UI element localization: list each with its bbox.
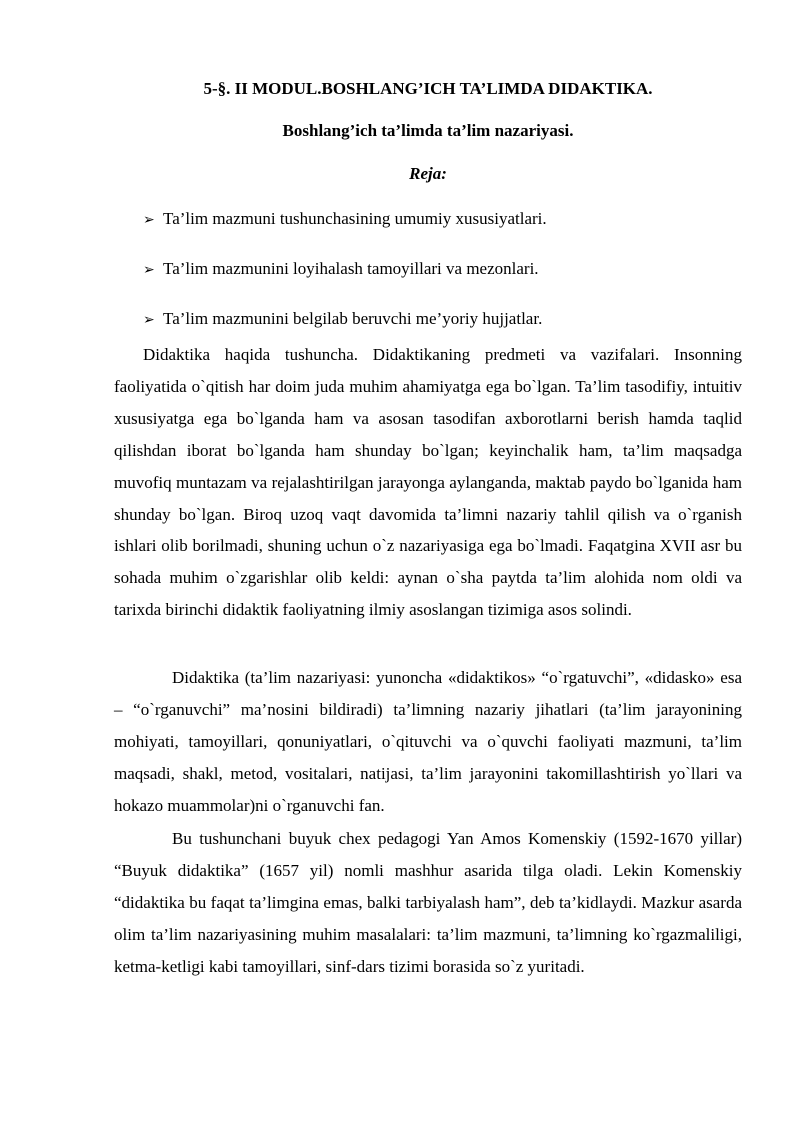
section-heading: 5-§. II MODUL.BOSHLANG’ICH TA’LIMDA DIDAKTIKA. [203,79,653,98]
plan-item-text: Ta’lim mazmuni tushunchasining umumiy xususiyatlari. [163,209,547,228]
plan-item-text: Ta’lim mazmunini loyihalash tamoyillari va mezonlari. [163,259,539,278]
arrow-bullet-icon: ➢ [143,312,155,328]
body-paragraph: Didaktika haqida tushuncha. Didaktikaning predmeti va vazifalari. Insonning faoliyatida o`qitish har doim juda muhim ahamiyatga ega bo`lgan. Ta’lim tasodifiy, intuitiv xususiyatga ega bo`lganda ham va asosan tasodifan axborotlarni berish hamda taqlid qilishdan iborat bo`lganda ham shunday bo`lgan; keyinchalik ham, ta’lim maqsadga muvofiq muntazam va rejalashtirilgan jarayonga aylanganda, maktab paydo bo`lganida ham shunday bo`lgan. Biroq uzoq vaqt davomida ta’limni nazariy tahlil qilish va o`rganish ishlari olib borilmadi, shuning uchun o`z nazariyasiga ega bo`lmadi. Faqatgina XVII asr bu sohada muhim o`zgarishlar olib keldi: aynan o`sha paytda ta’lim alohida nom oldi va tarixda birinchi didaktik faoliyatning ilmiy asoslangan tizimiga asos solindi. [114,345,742,620]
plan-item-text: Ta’lim mazmunini belgilab beruvchi me’yoriy hujjatlar. [163,309,543,328]
arrow-bullet-icon: ➢ [143,212,155,228]
body-paragraph: Didaktika (ta’lim nazariyasi: yunoncha «didaktikos» “o`rgatuvchi”, «didasko» esa – “o`rganuvchi” ma’nosini bildiradi) ta’limning nazariy jihatlari (ta’lim jarayonining mohiyati, tamoyillari, qonuniyatlari, o`qituvchi va o`quvchi faoliyati mazmuni, ta’lim maqsadi, shakl, metod, vositalari, natijasi, ta’lim jarayonini takomillashtirish yo`llari va hokazo muammolar)ni o`rganuvchi fan. [114,668,742,815]
section-subheading: Boshlang’ich ta’limda ta’lim nazariyasi. [282,121,574,140]
plan-item [143,259,539,280]
plan-label: Reja: [409,164,447,183]
arrow-bullet-icon: ➢ [143,262,155,278]
plan-item [143,309,542,330]
body-paragraph: Bu tushunchani buyuk chex pedagogi Yan Amos Komenskiy (1592-1670 yillar) “Buyuk didaktika” (1657 yil) nomli mashhur asarida tilga oladi. Lekin Komenskiy “didaktika bu faqat ta’limgina emas, balki tarbiyalash ham”, deb ta’kidlaydi. Mazkur asarda olim ta’lim nazariyasining muhim masalalari: ta’lim mazmuni, ta’limning ko`rgazmaliligi, ketma-ketligi kabi tamoyillari, sinf-dars tizimi borasida so`z yuritadi. [114,829,742,976]
plan-item [143,209,547,230]
